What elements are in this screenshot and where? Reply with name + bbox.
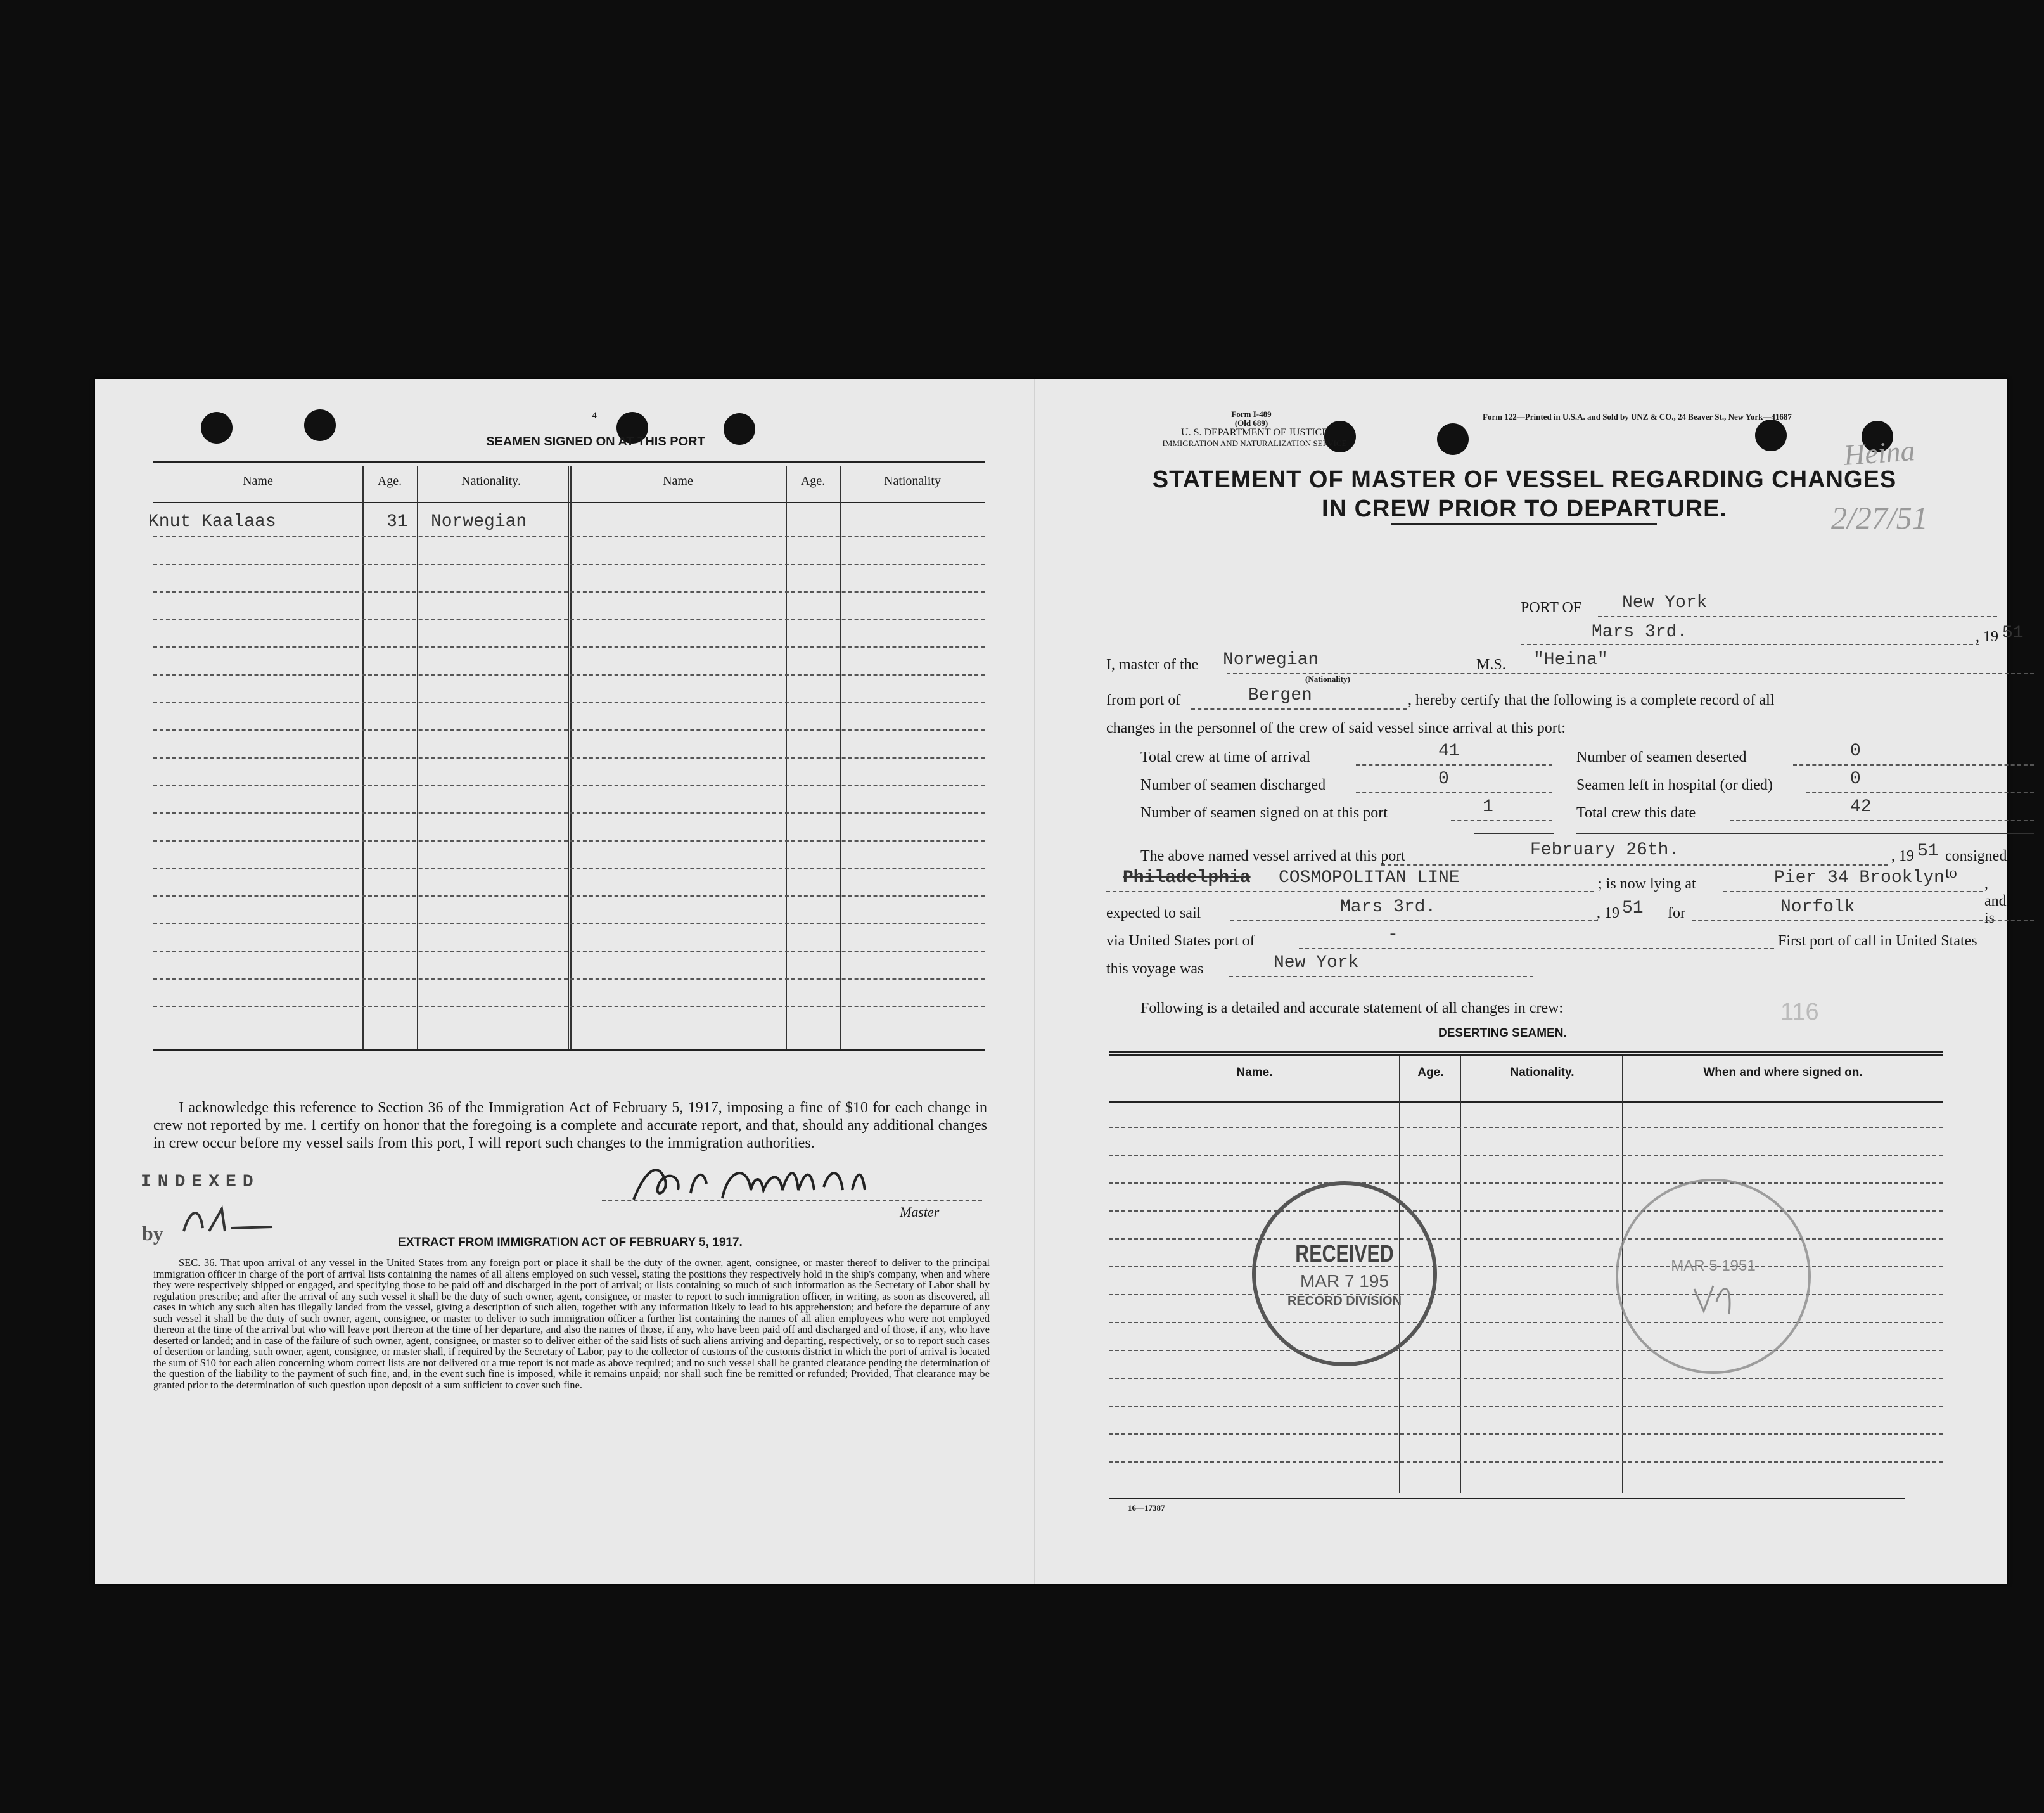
- hospital-label: Seamen left in hospital (or died): [1576, 777, 1773, 793]
- page-number: 4: [592, 411, 597, 421]
- total-now-value: 42: [1850, 797, 1872, 817]
- sail-value: Mars 3rd.: [1340, 897, 1436, 917]
- total-now-line: [1730, 820, 2034, 821]
- total-arrival-value: 41: [1438, 741, 1460, 761]
- table-row-rule: [1109, 1350, 1943, 1351]
- punch-hole: [1437, 423, 1469, 455]
- via-line: [1299, 948, 1774, 949]
- received-stamp-title: RECEIVED: [1295, 1241, 1394, 1267]
- table-row-rule: [153, 951, 985, 952]
- punch-hole: [1755, 420, 1787, 451]
- extract-text: SEC. 36. That upon arrival of any vessel in the United States from any foreign port or place it shall be the duty of the owner, agent, consignee, or master thereof to deliver to the principal immigration officer in charge of the port of arrival lists containing the names of all aliens employed on such vessel, stating the positions they respectively hold in the ship's company, when and where they were respectively shipped or engaged, and specifying those to be paid off and discharged in the port of arrival; or lists containing so much of such information as the Secretary of Labor shall by regulation prescribe; and after the arrival of any such vessel it shall be the duty of such owner, agent, consignee, or master to report to such immigration officer, in writing, as soon as discovered, all cases in which any such alien has illegally landed from the vessel, giving a description of such alien, together with any information likely to lead to his apprehension; and before the departure of any such vessel it shall be the duty of such owner, agent, consignee, or master to deliver to such immigration officer a further list containing the names of all alien employees who were not employed thereon at the time of the arrival but who will leave port thereon at the time of her departure, and also the names of those, if any, who have been paid off and discharged and of those, if any, who have deserted or landed; and in case of the failure of such owner, agent, consignee, or master so to deliver either of the said lists of such aliens arriving and departing, respectively, or so to report such cases of desertion or landing, such owner, agent, consignee, or master shall, if required by the Secretary of Labor, pay to the collector of customs of the customs district in which the port of arrival is located the sum of $10 for each alien concerning whom correct lists are not delivered or a true report is not made as above required; and no such vessel shall be granted clearance pending the determination of the question of the liability to the payment of such fine, and, in the event such fine is imposed, while it remains unpaid; nor shall such fine be remitted or refunded; Provided, That clearance may be granted prior to the determination of such question upon deposit of a sum sufficient to cover such fine.: [153, 1257, 990, 1391]
- page-fold: [1034, 379, 1035, 1584]
- section-title: SEAMEN SIGNED ON AT THIS PORT: [486, 435, 705, 449]
- deserted-value: 0: [1850, 741, 1861, 761]
- port-line: [1598, 616, 1997, 617]
- deserting-top-rule: [1109, 1054, 1943, 1056]
- col-deserting-age: Age.: [1417, 1066, 1444, 1079]
- hospital-line: [1806, 792, 2034, 793]
- arrived-year: 51: [1917, 842, 1939, 861]
- table-row-rule: [1109, 1182, 1943, 1184]
- master-label: Master: [900, 1204, 940, 1220]
- date-stamp-initials: [1688, 1276, 1745, 1327]
- received-stamp-division: RECORD DIVISION: [1287, 1294, 1402, 1308]
- stats-underline: [1474, 833, 1554, 834]
- sail-year: 51: [1622, 899, 1644, 918]
- table-row-rule: [153, 536, 985, 537]
- document-sheet: [95, 379, 2024, 1584]
- sail-line: [1230, 920, 1598, 921]
- table-bottom-rule: [153, 1049, 985, 1051]
- table-row-rule: [153, 1006, 985, 1007]
- col-nationality-2: Nationality: [884, 474, 941, 488]
- table-row-rule: [153, 923, 985, 924]
- table-row-rule: [153, 729, 985, 731]
- indexed-stamp: INDEXED: [141, 1172, 260, 1192]
- col-age: Age.: [377, 474, 402, 488]
- via-value: -: [1388, 925, 1398, 945]
- received-stamp-date: MAR 7 195: [1300, 1271, 1389, 1291]
- table-row-rule: [153, 978, 985, 980]
- sail-label: expected to sail: [1106, 905, 1201, 921]
- total-now-label: Total crew this date: [1576, 805, 1696, 821]
- hospital-value: 0: [1850, 769, 1861, 789]
- department: U. S. DEPARTMENT OF JUSTICE: [1181, 427, 1328, 438]
- acknowledgement-text: I acknowledge this reference to Section 36 of the Immigration Act of February 5, 1917, imposing a fine of $10 for each change in crew not reported by me. I certify on honor that the foregoing is a complete and accurate report, and that, should any additional changes in crew occur before my vessel sails from this port, I will report such changes to the immigration authorities.: [153, 1099, 987, 1151]
- lying-line: [1723, 891, 1983, 892]
- seaman-age: 31: [386, 512, 408, 532]
- lying-value: Pier 34 Brooklyn: [1774, 868, 1945, 888]
- signature-line: [602, 1200, 982, 1201]
- vessel-name: "Heina": [1533, 650, 1608, 670]
- received-stamp: [1252, 1181, 1437, 1366]
- col-age-2: Age.: [800, 474, 826, 488]
- indexed-by-label: by: [142, 1222, 163, 1245]
- table-row-rule: [1109, 1433, 1943, 1435]
- col-deserting-nationality: Nationality.: [1510, 1066, 1575, 1079]
- form-id: Form I-489: [1231, 409, 1272, 419]
- following-text: Following is a detailed and accurate statement of all changes in crew:: [1140, 1000, 1564, 1016]
- voyage-line: [1229, 976, 1533, 977]
- deserting-title: DESERTING SEAMEN.: [1438, 1027, 1567, 1040]
- consignee-struck: Philadelphia: [1123, 868, 1251, 888]
- signed-on-line: [1451, 820, 1552, 821]
- deserted-label: Number of seamen deserted: [1576, 749, 1747, 766]
- arrived-label: The above named vessel arrived at this port: [1140, 848, 1405, 864]
- signed-on-value: 1: [1483, 797, 1493, 817]
- nationality-caption: (Nationality): [1305, 674, 1350, 684]
- table-row-rule: [1109, 1238, 1943, 1240]
- date-value: Mars 3rd.: [1592, 622, 1688, 642]
- col-deserting-signed-on: When and where signed on.: [1703, 1066, 1863, 1079]
- deserted-line: [1793, 764, 2034, 766]
- table-row-rule: [153, 591, 985, 593]
- date-line: [1521, 644, 1979, 645]
- consignee-value: COSMOPOLITAN LINE: [1279, 868, 1460, 888]
- table-row-rule: [1109, 1266, 1943, 1267]
- col-name-2: Name: [663, 474, 693, 488]
- year-value: 51: [2002, 624, 2024, 643]
- table-row-rule: [1109, 1378, 1943, 1379]
- from-port-label: from port of: [1106, 692, 1181, 708]
- for-label: for: [1668, 905, 1685, 921]
- arrived-value: February 26th.: [1530, 840, 1680, 860]
- page-mark: 116: [1780, 999, 1819, 1025]
- punch-hole: [201, 412, 233, 444]
- deserting-top-rule: [1109, 1051, 1943, 1053]
- table-row-rule: [1109, 1322, 1943, 1323]
- col-deserting-name: Name.: [1236, 1066, 1273, 1079]
- table-row-rule: [153, 840, 985, 842]
- master-of-label: I, master of the: [1106, 657, 1199, 673]
- table-row-rule: [1109, 1294, 1943, 1295]
- header-rule: [153, 502, 985, 503]
- discharged-line: [1356, 792, 1552, 793]
- footer-code: 16—17387: [1128, 1503, 1165, 1513]
- nationality-value: Norwegian: [1223, 650, 1319, 670]
- date-stamp: [1616, 1179, 1811, 1374]
- voyage-value: New York: [1274, 953, 1359, 973]
- master-signature: [621, 1155, 925, 1212]
- handwritten-date: 2/27/51: [1831, 500, 1928, 535]
- col-divider: [1460, 1056, 1461, 1493]
- punch-hole: [304, 409, 336, 441]
- extract-title: EXTRACT FROM IMMIGRATION ACT OF FEBRUARY 5, 1917.: [398, 1236, 743, 1249]
- discharged-label: Number of seamen discharged: [1140, 777, 1326, 793]
- from-port-value: Bergen: [1248, 686, 1312, 705]
- sail-year-prefix: , 19: [1597, 905, 1619, 921]
- year-prefix: , 19: [1976, 629, 1998, 645]
- table-row-rule: [153, 674, 985, 676]
- table-row-rule: [1109, 1127, 1943, 1128]
- indexed-initials: [177, 1203, 279, 1241]
- table-row-rule: [1109, 1210, 1943, 1212]
- table-row-rule: [153, 646, 985, 648]
- table-row-rule: [153, 785, 985, 786]
- col-name: Name: [243, 474, 273, 488]
- table-row-rule: [153, 895, 985, 897]
- table-row-rule: [153, 868, 985, 869]
- seaman-name: Knut Kaalaas: [148, 512, 276, 532]
- table-row-rule: [153, 702, 985, 703]
- arrived-line: [1381, 864, 1888, 866]
- consigned-label: consigned to: [1945, 848, 2007, 881]
- for-value: Norfolk: [1780, 897, 1855, 917]
- discharged-value: 0: [1438, 769, 1449, 789]
- table-top-rule: [153, 461, 985, 463]
- seaman-nationality: Norwegian: [431, 512, 527, 532]
- table-row-rule: [153, 757, 985, 759]
- date-stamp-value: MAR 5 1951: [1671, 1257, 1756, 1274]
- deserting-bottom-rule: [1109, 1498, 1905, 1499]
- arrived-year-prefix: , 19: [1891, 848, 1914, 864]
- certify-text: , hereby certify that the following is a complete record of all: [1408, 692, 1775, 708]
- form-title-line1: STATEMENT OF MASTER OF VESSEL REGARDING CHANGES: [1152, 466, 1897, 493]
- via-label: via United States port of: [1106, 933, 1255, 949]
- for-line: [1692, 920, 2034, 921]
- form-old: (Old 689): [1234, 418, 1268, 428]
- table-row-rule: [1109, 1155, 1943, 1156]
- lying-label: ; is now lying at: [1598, 876, 1696, 892]
- vessel-prefix: M.S.: [1476, 657, 1506, 673]
- changes-text: changes in the personnel of the crew of said vessel since arrival at this port:: [1106, 720, 1566, 736]
- title-underline: [1391, 523, 1657, 525]
- stats-underline: [1576, 833, 2034, 834]
- table-row-rule: [153, 619, 985, 620]
- and-is-label: , and is: [1984, 876, 2007, 926]
- table-row-rule: [1109, 1406, 1943, 1407]
- table-row-rule: [153, 812, 985, 814]
- seamen-table-header: [153, 474, 985, 496]
- total-arrival-label: Total crew at time of arrival: [1140, 749, 1311, 766]
- port-value: New York: [1622, 593, 1708, 613]
- consignee-line: [1106, 891, 1594, 892]
- total-arrival-line: [1356, 764, 1552, 766]
- deserting-header-rule: [1109, 1101, 1943, 1103]
- deserting-table-header: [1109, 1066, 1943, 1085]
- col-nationality: Nationality.: [461, 474, 521, 488]
- port-label: PORT OF: [1521, 599, 1582, 616]
- printer-note: Form 122—Printed in U.S.A. and Sold by UNZ & CO., 24 Beaver St., New York—41687: [1483, 412, 1792, 421]
- table-row-rule: [153, 564, 985, 565]
- first-call-label: First port of call in United States: [1778, 933, 1977, 949]
- from-port-line: [1191, 708, 1407, 710]
- table-row-rule: [1109, 1461, 1943, 1463]
- signed-on-label: Number of seamen signed on at this port: [1140, 805, 1388, 821]
- form-title-line2: IN CREW PRIOR TO DEPARTURE.: [1322, 496, 1727, 522]
- service: IMMIGRATION AND NATURALIZATION SERVICE: [1162, 439, 1347, 448]
- voyage-label: this voyage was: [1106, 961, 1204, 977]
- handwritten-ship-name: Heina: [1843, 434, 1917, 471]
